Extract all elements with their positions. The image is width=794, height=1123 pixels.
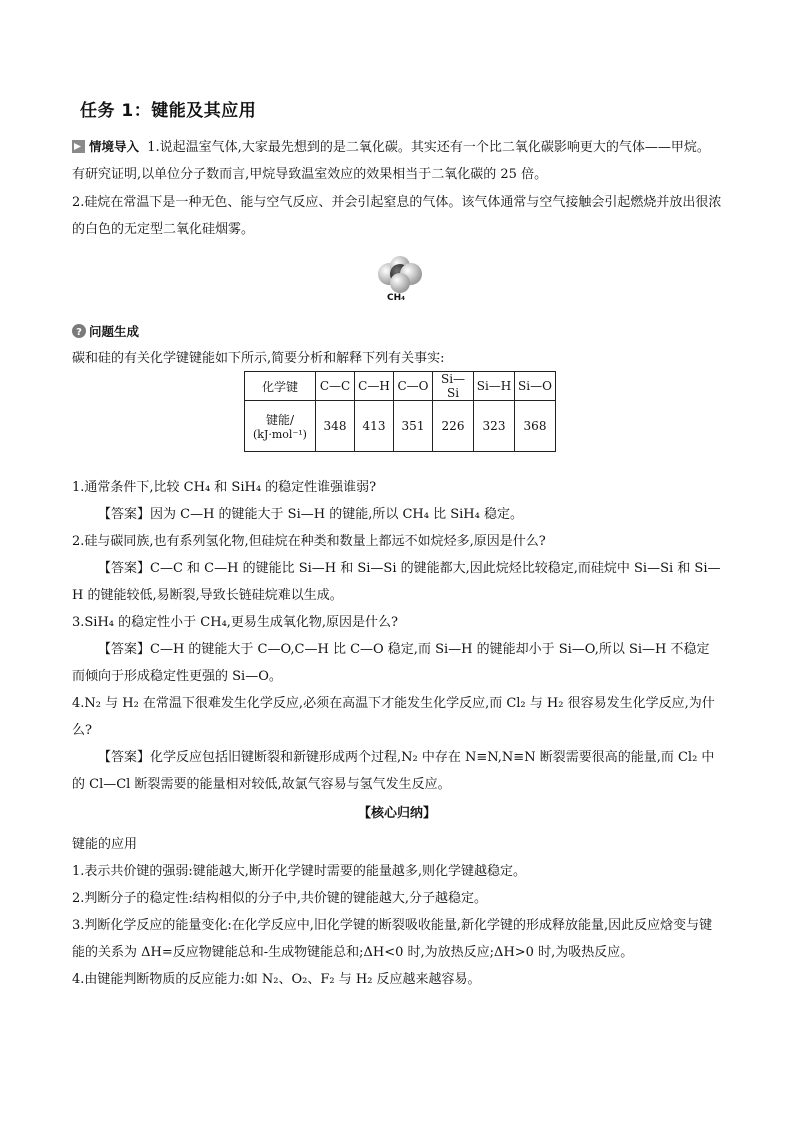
value-label-line-1: 键能/ (265, 413, 295, 427)
summary-title: 【核心归纳】 (357, 806, 436, 821)
table-row (245, 372, 556, 401)
molecule-label: CH₄ (387, 293, 406, 303)
table-header-label: 化学键 (245, 372, 316, 401)
svg-text:?: ? (76, 327, 82, 338)
energy-cell: 348 (316, 401, 355, 452)
question-4: 4.N₂ 与 H₂ 在常温下很难发生化学反应,必须在高温下才能发生化学反应,而 Cl₂ 与 H₂ 很容易发生化学反应,为什么? (72, 696, 715, 738)
energy-cell: 351 (394, 401, 433, 452)
bond-cell: Si—H (474, 372, 515, 401)
summary-subtitle: 键能的应用 (72, 837, 138, 852)
problem-lead: 碳和硅的有关化学键键能如下所示,简要分析和解释下列有关事实: (72, 351, 445, 366)
answer-1: 【答案】因为 C—H 的键能大于 Si—H 的键能,所以 CH₄ 比 SiH₄ 稳定。 (98, 507, 523, 522)
bond-cell: C—C (316, 372, 355, 401)
bond-cell: C—O (394, 372, 433, 401)
summary-item-4: 4.由键能判断物质的反应能力:如 N₂、O₂、F₂ 与 H₂ 反应越来越容易。 (72, 972, 481, 987)
scenario-icon (72, 136, 85, 149)
problem-heading (72, 318, 722, 346)
question-3: 3.SiH₄ 的稳定性小于 CH₄,更易生成氧化物,原因是什么? (72, 615, 399, 630)
question-icon (72, 321, 85, 338)
bond-cell: Si—Si (433, 372, 474, 401)
intro-section-label: 情境导入 (89, 139, 140, 154)
table-value-label (245, 401, 316, 452)
answer-2: 【答案】C—C 和 C—H 的键能比 Si—H 和 Si—Si 的键能都大,因此烷烃比较稳定,而硅烷中 Si—Si 和 Si—H 的键能较低,易断裂,导致长链硅烷难以生成。 (72, 561, 721, 603)
intro-text-1: 1.说起温室气体,大家最先想到的是二氧化碳。其实还有一个比二氧化碳影响更大的气体——甲烷。有研究证明,以单位分子数而言,甲烷导致温室效应的效果相当于二氧化碳的 25 倍。 (72, 140, 710, 182)
problem-section-label: 问题生成 (89, 324, 140, 339)
task-title: 任务 1：键能及其应用 (80, 101, 257, 121)
intro-paragraph-2: 2.硅烷在常温下是一种无色、能与空气反应、并会引起窒息的气体。该气体通常与空气接触会引起燃烧并放出很浓的白色的无定型二氧化硅烟雾。 (72, 195, 722, 237)
summary-item-1: 1.表示共价键的强弱:键能越大,断开化学键时需要的能量越多,则化学键越稳定。 (72, 864, 527, 879)
energy-cell: 368 (515, 401, 556, 452)
bond-cell: Si—O (515, 372, 556, 401)
energy-cell: 323 (474, 401, 515, 452)
bond-cell: C—H (355, 372, 394, 401)
energy-cell: 413 (355, 401, 394, 452)
question-2: 2.硅与碳同族,也有系列氢化物,但硅烷在种类和数量上都远不如烷烃多,原因是什么? (72, 534, 546, 549)
value-label-line-2: (kJ·mol⁻¹) (253, 428, 307, 441)
answer-3: 【答案】C—H 的键能大于 C—O,C—H 比 C—O 稳定,而 Si—H 的键能却小于 Si—O,所以 Si—H 不稳定而倾向于形成稳定性更强的 Si—O。 (72, 642, 710, 684)
bond-energy-table (244, 371, 556, 452)
summary-item-3: 3.判断化学反应的能量变化:在化学反应中,旧化学键的断裂吸收能量,新化学键的形成释放能量,因此反应焓变与键能的关系为 ΔH=反应物键能总和-生成物键能总和;ΔH<0 时,为放热反应;ΔH>0 时,为吸热反应。 (72, 918, 713, 960)
energy-cell: 226 (433, 401, 474, 452)
intro-paragraph-1 (72, 133, 722, 188)
answer-4: 【答案】化学反应包括旧键断裂和新键形成两个过程,N₂ 中存在 N≡N,N≡N 断裂需要很高的能量,而 Cl₂ 中的 Cl—Cl 断裂需要的能量相对较低,故氯气容易与氢气发生反应。 (72, 750, 715, 792)
summary-item-2: 2.判断分子的稳定性:结构相似的分子中,共价键的键能越大,分子越稳定。 (72, 891, 488, 906)
table-row (245, 401, 556, 452)
question-1: 1.通常条件下,比较 CH₄ 和 SiH₄ 的稳定性谁强谁弱? (72, 480, 377, 495)
